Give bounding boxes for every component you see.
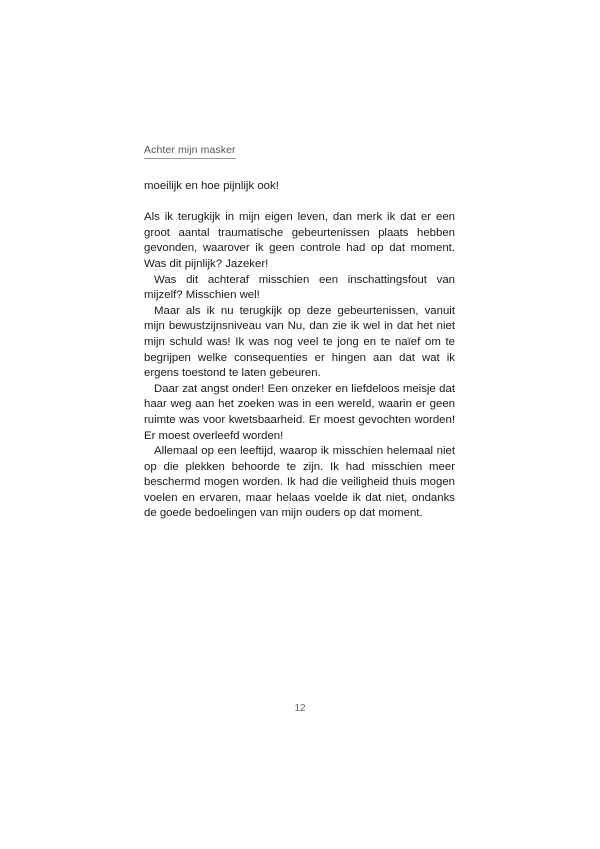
paragraph-4: Maar als ik nu terugkijk op deze gebeurtenissen, vanuit mijn bewustzijnsniveau van Nu, dan zie ik wel in dat het niet mijn schuld was! Ik was nog veel te jong en te naïef om te begrijpen welke consequenties er hingen aan dat wat ik ergens toestond te laten gebeuren. <box>144 304 455 380</box>
body-text <box>144 179 455 522</box>
paragraph-3: Was dit achteraf misschien een inschattingsfout van mijzelf? Misschien wel! <box>144 273 455 302</box>
running-header-title: Achter mijn masker <box>144 144 236 159</box>
paragraph-2: Als ik terugkijk in mijn eigen leven, dan merk ik dat er een groot aantal traumatische gebeurtenissen plaats hebben gevonden, waarover ik geen controle had op dat moment. Was dit pijnlijk? Jazeker! <box>144 211 455 270</box>
paragraph-5: Daar zat angst onder! Een onzeker en liefdeloos meisje dat haar weg aan het zoeken was in een wereld, waarin er geen ruimte was voor kwetsbaarheid. Er moest gevochten worden! Er moest overleefd worden! <box>144 382 455 442</box>
paragraph-6: Allemaal op een leeftijd, waarop ik misschien helemaal niet op die plekken behoorde te zijn. Ik had misschien meer beschermd mogen worden. Ik had die veiligheid thuis mogen voelen en ervaren, maar helaas voelde ik dat niet, ondanks de goede bedoelingen van mijn ouders op dat moment. <box>144 445 455 520</box>
paragraph-1: moeilijk en hoe pijnlijk ook! <box>144 180 279 192</box>
page-number: 12 <box>294 703 306 714</box>
